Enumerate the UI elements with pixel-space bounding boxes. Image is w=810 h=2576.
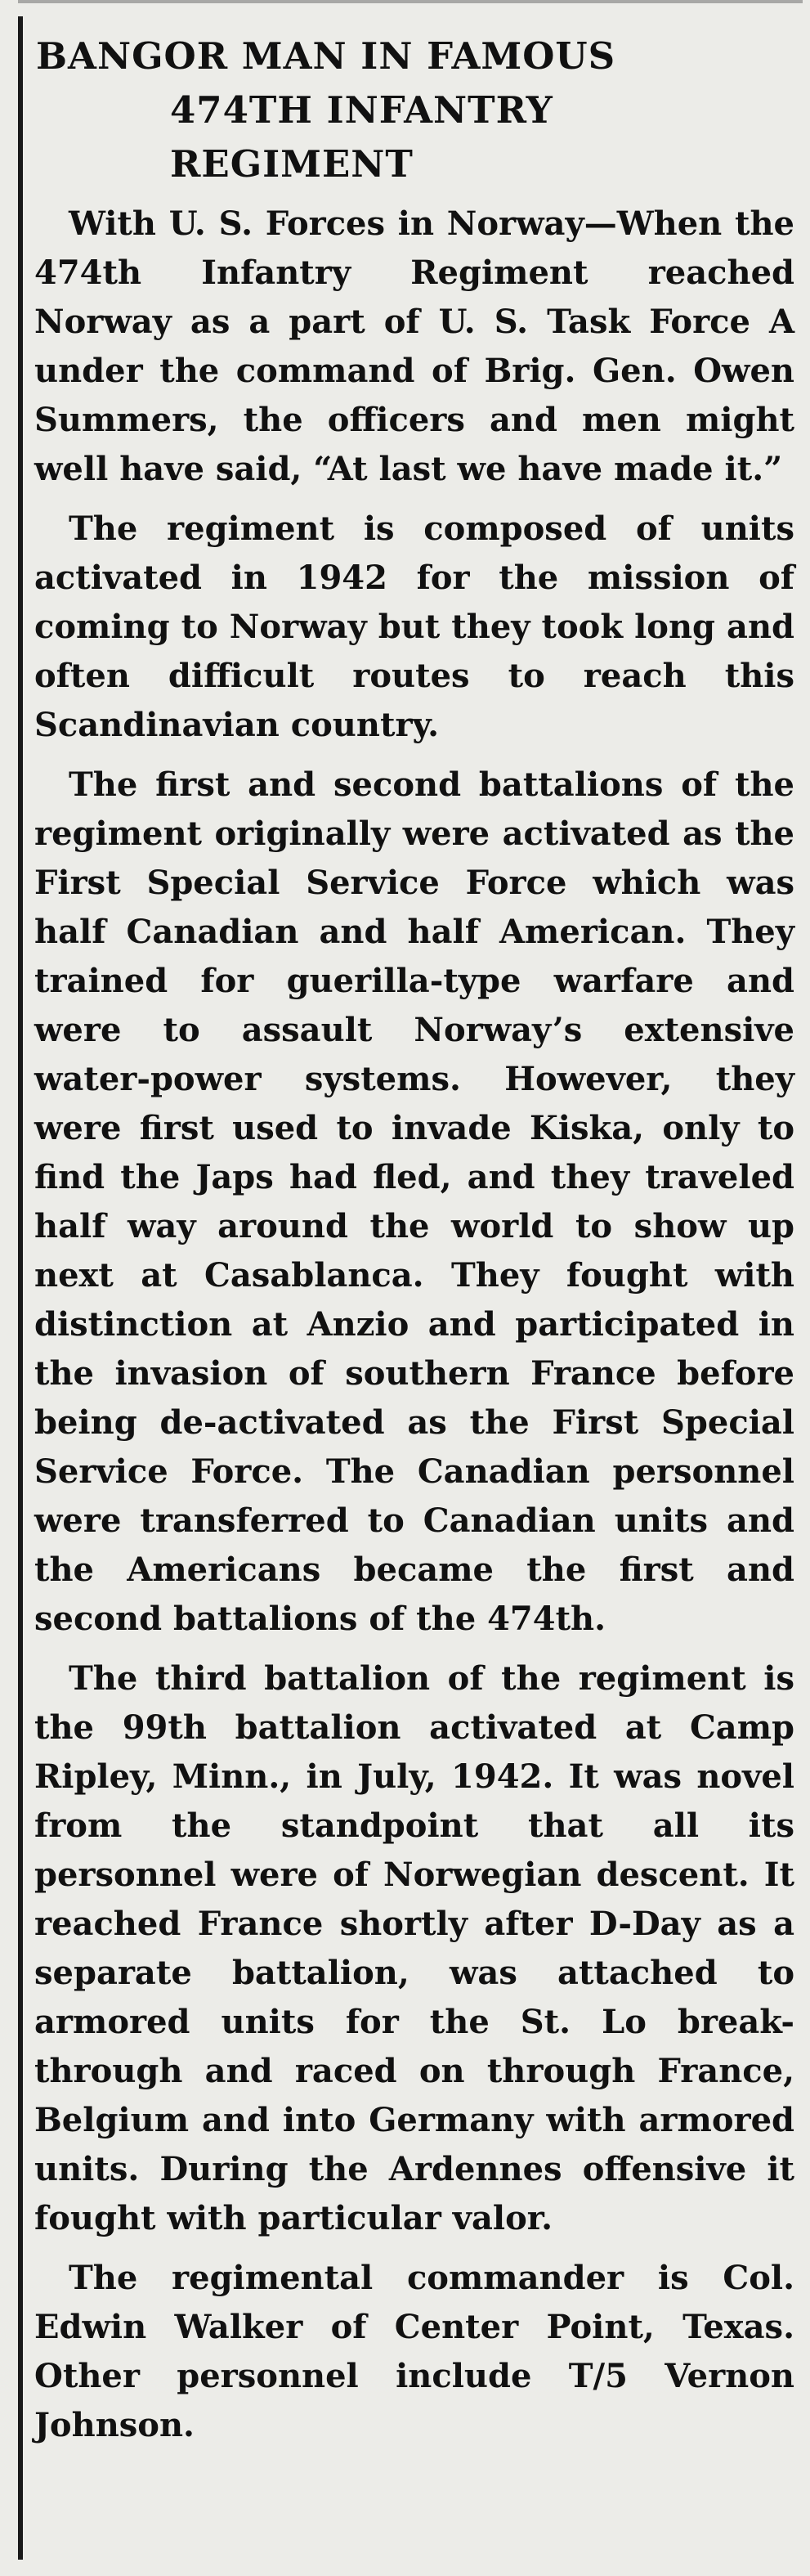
paragraph-4: The third battalion of the regiment is the 99th battalion activated at Camp Ripley, Minn., in July, 1942. It was novel from the standpoint that all its personnel were of Norwegian descent. It reached France shortly after D-Day as a separate battalion, was attached to armored units for the St. Lo break-through and raced on through France, Belgium and into Germany with armored units. During the Ardennes offensive it fought with particular valor. [34, 1659, 794, 2237]
paragraph-1: With U. S. Forces in Norway—When the 474th Infantry Regiment reached Norway as a part of U. S. Task Force A under the command of Brig. Gen. Owen Summers, the officers and men might well have said, “At last we have made it.” [34, 204, 794, 488]
top-border [18, 0, 803, 3]
headline-line-1: BANGOR MAN IN FAMOUS [36, 34, 616, 78]
headline [34, 29, 794, 191]
article [34, 29, 794, 2461]
paragraph-5: The regimental commander is Col. Edwin Walker of Center Point, Texas. Other personnel include T/5 Vernon Johnson. [34, 2259, 794, 2444]
headline-line-2: 474TH INFANTRY REGIMENT [170, 88, 553, 186]
paragraph-2: The regiment is composed of units activated in 1942 for the mission of coming to Norway but they took long and often difficult routes to reach this Scandinavian country. [34, 509, 794, 744]
article-body [34, 200, 794, 2450]
column-rule [18, 16, 23, 2560]
paragraph-3: The first and second battalions of the regiment originally were activated as the First Special Service Force which was half Canadian and half American. They trained for guerilla-type warfare and were to assault Norway’s extensive water-power systems. However, they were first used to invade Kiska, only to find the Japs had fled, and they traveled half way around the world to show up next at Casablanca. They fought with distinction at Anzio and participated in the invasion of southern France before being de-activated as the First Special Service Force. The Canadian personnel were transferred to Canadian units and the Americans became the first and second battalions of the 474th. [34, 765, 794, 1638]
